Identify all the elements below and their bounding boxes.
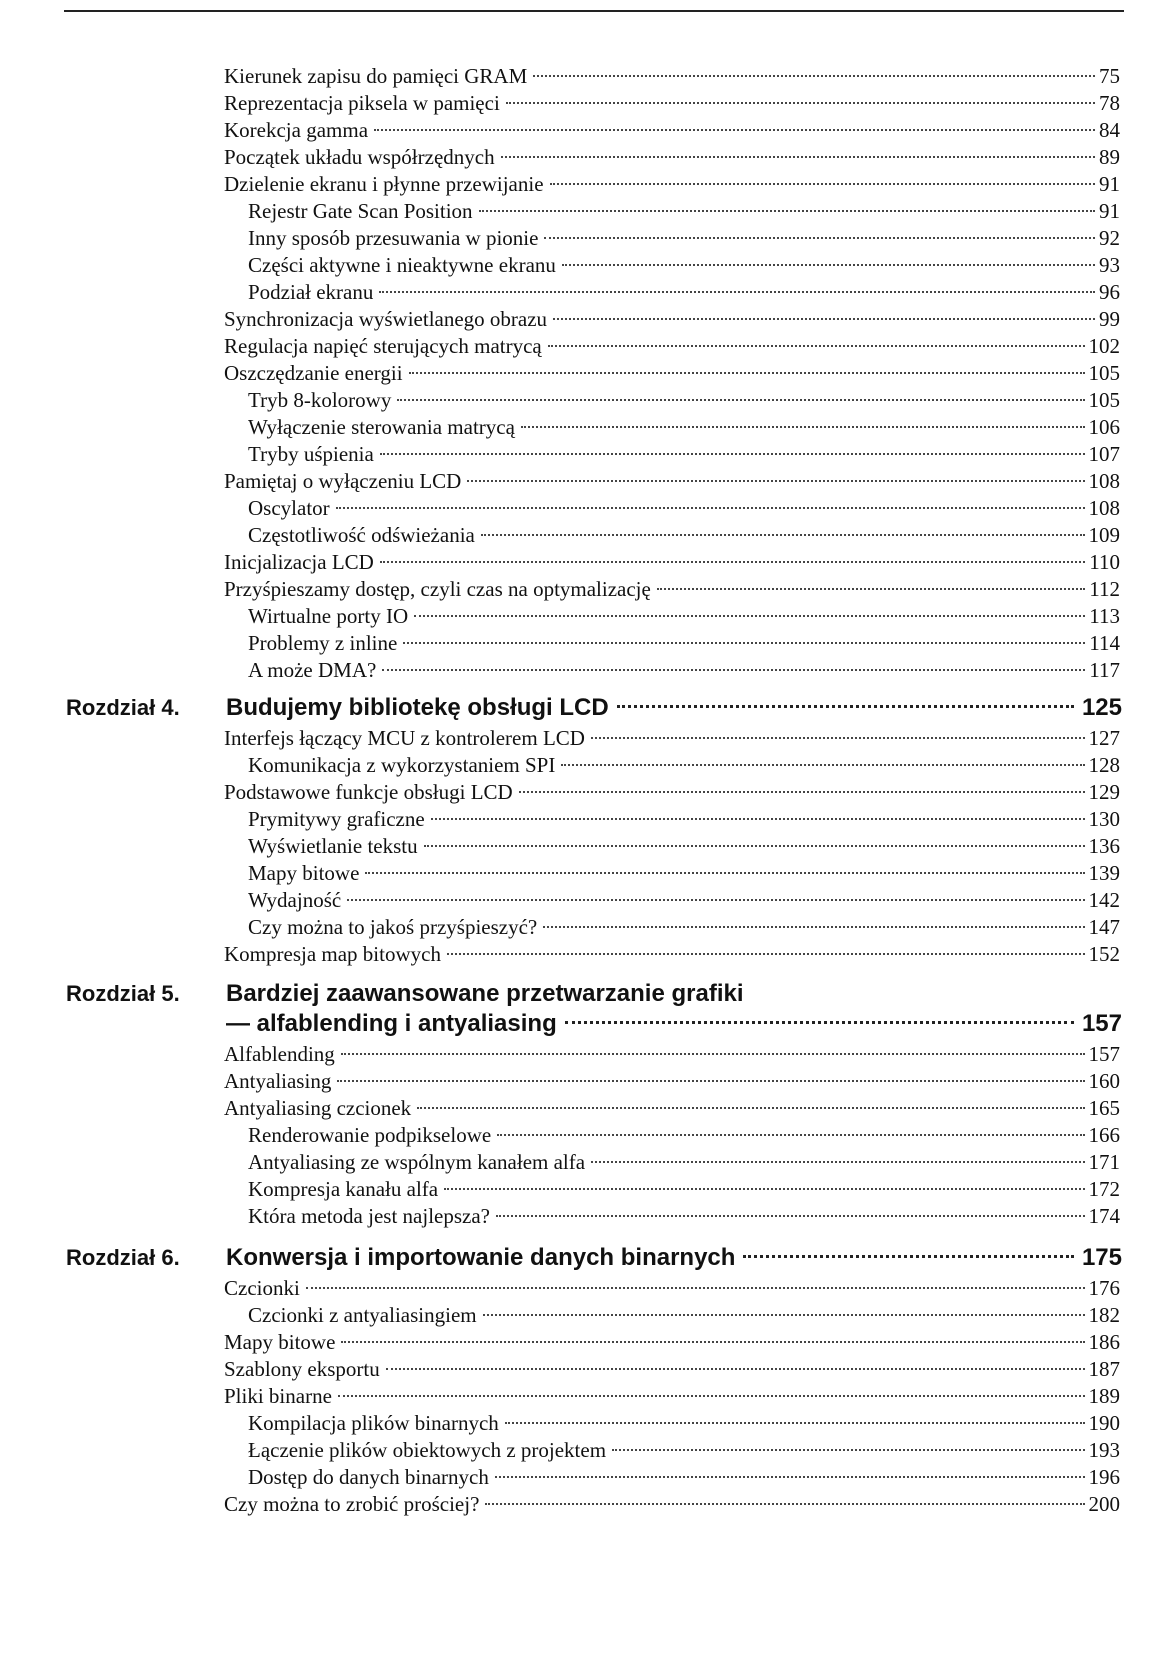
toc-entry[interactable] [224, 116, 1120, 145]
dot-leader [347, 899, 1084, 901]
dot-leader [495, 1476, 1085, 1478]
dot-leader [397, 399, 1084, 401]
toc-entry[interactable] [224, 1328, 1120, 1357]
toc-entry[interactable] [224, 1382, 1120, 1411]
dot-leader [543, 926, 1084, 928]
toc-entry-page: 109 [1088, 523, 1120, 547]
toc-entry-page: 190 [1088, 1411, 1120, 1435]
dot-leader [380, 561, 1085, 563]
toc-entry[interactable] [224, 940, 1120, 969]
chapter-heading[interactable] [226, 692, 1122, 724]
chapter-label: Rozdział 6. [66, 1245, 180, 1270]
toc-entry-page: 127 [1088, 726, 1120, 750]
toc-entry-page: 96 [1099, 280, 1120, 304]
dot-leader [553, 318, 1095, 320]
toc-entry-title: Czy można to jakoś przyśpieszyć? [248, 915, 538, 939]
toc-entry-title: Kompilacja plików binarnych [248, 1411, 499, 1435]
toc-entry-title: Antyaliasing ze wspólnym kanałem alfa [248, 1150, 586, 1174]
dot-leader [414, 615, 1085, 617]
toc-entry-page: 142 [1088, 888, 1120, 912]
toc-subentry[interactable] [248, 521, 1120, 550]
toc-entry-page: 91 [1099, 199, 1120, 223]
toc-entry-page: 182 [1088, 1303, 1120, 1327]
toc-entry-title: Wirtualne porty IO [248, 604, 409, 628]
toc-entry-title: Wydajność [248, 888, 342, 912]
toc-entry-page: 91 [1099, 172, 1120, 196]
toc-entry-page: 75 [1099, 64, 1120, 88]
toc-subentry[interactable] [248, 1175, 1120, 1204]
toc-entry-title: Reprezentacja piksela w pamięci [224, 91, 500, 115]
dot-leader [447, 953, 1085, 955]
dot-leader [374, 129, 1095, 131]
chapter-label: Rozdział 5. [66, 981, 180, 1006]
toc-subentry[interactable] [248, 224, 1120, 253]
dot-leader [386, 1368, 1085, 1370]
toc-subentry[interactable] [248, 805, 1120, 834]
toc-entry-title: Korekcja gamma [224, 118, 369, 142]
toc-subentry[interactable] [248, 859, 1120, 888]
toc-entry-page: 130 [1088, 807, 1120, 831]
toc-entry-title: Wyświetlanie tekstu [248, 834, 418, 858]
dot-leader [612, 1449, 1084, 1451]
dot-leader [544, 237, 1095, 239]
toc-entry-title: Czcionki z antyaliasingiem [248, 1303, 477, 1327]
toc-entry-title: Częstotliwość odświeżania [248, 523, 475, 547]
toc-subentry[interactable] [248, 278, 1120, 307]
dot-leader [743, 1255, 1074, 1258]
dot-leader [505, 1422, 1085, 1424]
toc-entry-title: Problemy z inline [248, 631, 398, 655]
toc-entry-page: 106 [1088, 415, 1120, 439]
toc-entry-page: 102 [1088, 334, 1120, 358]
top-rule [64, 10, 1124, 12]
toc-entry[interactable] [224, 467, 1120, 496]
toc-entry-page: 193 [1088, 1438, 1120, 1462]
toc-entry-title: Która metoda jest najlepsza? [248, 1204, 490, 1228]
toc-entry-page: 157 [1088, 1042, 1120, 1066]
dot-leader [365, 872, 1084, 874]
toc-entry-page: 189 [1088, 1384, 1120, 1408]
toc-entry-title: Dostęp do danych binarnych [248, 1465, 489, 1489]
toc-entry-title: Czcionki [224, 1276, 300, 1300]
dot-leader [382, 669, 1085, 671]
chapter-page: 157 [1081, 1010, 1122, 1037]
toc-subentry[interactable] [248, 1463, 1120, 1492]
toc-subentry[interactable] [248, 413, 1120, 442]
toc-entry-page: 92 [1099, 226, 1120, 250]
dot-leader [562, 264, 1095, 266]
toc-entry[interactable] [224, 143, 1120, 172]
toc-entry[interactable] [224, 1094, 1120, 1123]
toc-subentry[interactable] [248, 656, 1120, 685]
dot-leader [337, 1080, 1084, 1082]
dot-leader [657, 588, 1085, 590]
dot-leader [467, 480, 1084, 482]
toc-subentry[interactable] [248, 440, 1120, 469]
toc-entry[interactable] [224, 778, 1120, 807]
toc-entry[interactable] [224, 1274, 1120, 1303]
toc-entry-page: 165 [1088, 1096, 1120, 1120]
toc-entry-title: Dzielenie ekranu i płynne przewijanie [224, 172, 544, 196]
toc-subentry[interactable] [248, 494, 1120, 523]
toc-entry-page: 152 [1088, 942, 1120, 966]
toc-entry[interactable] [224, 170, 1120, 199]
chapter-title: Budujemy bibliotekę obsługi LCD [226, 694, 609, 721]
toc-entry-title: Początek układu współrzędnych [224, 145, 495, 169]
toc-entry-page: 196 [1088, 1465, 1120, 1489]
toc-subentry[interactable] [248, 886, 1120, 915]
toc-entry-title: Tryb 8-kolorowy [248, 388, 392, 412]
dot-leader [497, 1134, 1084, 1136]
dot-leader [444, 1188, 1084, 1190]
toc-entry-title: Regulacja napięć sterujących matrycą [224, 334, 542, 358]
toc-entry-title: Łączenie plików obiektowych z projektem [248, 1438, 607, 1462]
toc-entry[interactable] [224, 305, 1120, 334]
toc-subentry[interactable] [248, 1148, 1120, 1177]
toc-entry-page: 200 [1088, 1492, 1120, 1516]
toc-entry-page: 113 [1089, 604, 1120, 628]
chapter-page: 175 [1081, 1244, 1122, 1271]
dot-leader [417, 1107, 1084, 1109]
toc-entry-title: Antyaliasing czcionek [224, 1096, 412, 1120]
toc-entry-page: 108 [1088, 469, 1120, 493]
toc-subentry[interactable] [248, 602, 1120, 631]
dot-leader [341, 1341, 1084, 1343]
dot-leader [561, 764, 1084, 766]
toc-entry-page: 107 [1088, 442, 1120, 466]
dot-leader [336, 507, 1085, 509]
dot-leader [431, 818, 1085, 820]
dot-leader [519, 791, 1085, 793]
toc-entry-page: 89 [1099, 145, 1120, 169]
toc-entry-title: Prymitywy graficzne [248, 807, 425, 831]
toc-entry-page: 174 [1088, 1204, 1120, 1228]
toc-subentry[interactable] [248, 1436, 1120, 1465]
dot-leader [403, 642, 1085, 644]
toc-entry-page: 99 [1099, 307, 1120, 331]
toc-entry-page: 166 [1088, 1123, 1120, 1147]
chapter-label: Rozdział 4. [66, 695, 180, 720]
dot-leader [379, 291, 1095, 293]
dot-leader [496, 1215, 1085, 1217]
toc-entry[interactable] [224, 1067, 1120, 1096]
toc-entry-title: Komunikacja z wykorzystaniem SPI [248, 753, 556, 777]
dot-leader [521, 426, 1085, 428]
toc-entry-title: Kierunek zapisu do pamięci GRAM [224, 64, 528, 88]
toc-subentry[interactable] [248, 1121, 1120, 1150]
toc-entry-page: 128 [1088, 753, 1120, 777]
dot-leader [533, 75, 1095, 77]
toc-entry-title: A może DMA? [248, 658, 377, 682]
chapter-page: 125 [1081, 694, 1122, 721]
toc-subentry[interactable] [248, 386, 1120, 415]
toc-entry-page: 139 [1088, 861, 1120, 885]
toc-entry-title: Mapy bitowe [224, 1330, 336, 1354]
toc-subentry[interactable] [248, 832, 1120, 861]
toc-subentry[interactable] [248, 197, 1120, 226]
toc-entry-title: Podstawowe funkcje obsługi LCD [224, 780, 513, 804]
toc-entry-title: Części aktywne i nieaktywne ekranu [248, 253, 556, 277]
chapter-title-continuation: — alfablending i antyaliasing [226, 1010, 557, 1037]
toc-entry[interactable] [224, 575, 1120, 604]
toc-entry-page: 129 [1088, 780, 1120, 804]
toc-entry-title: Synchronizacja wyświetlanego obrazu [224, 307, 548, 331]
chapter-title: Konwersja i importowanie danych binarnych [226, 1244, 736, 1271]
toc-subentry[interactable] [248, 251, 1120, 280]
dot-leader [591, 737, 1085, 739]
toc-entry-title: Tryby uśpienia [248, 442, 374, 466]
toc-entry-page: 136 [1088, 834, 1120, 858]
toc-subentry[interactable] [248, 913, 1120, 942]
toc-entry-page: 108 [1088, 496, 1120, 520]
toc-subentry[interactable] [248, 1202, 1120, 1231]
toc-entry-page: 147 [1088, 915, 1120, 939]
chapter-heading[interactable] [226, 1008, 1122, 1040]
toc-entry-page: 112 [1089, 577, 1120, 601]
toc-subentry[interactable] [248, 1301, 1120, 1330]
toc-entry-title: Czy można to zrobić prościej? [224, 1492, 480, 1516]
toc-entry-title: Oszczędzanie energii [224, 361, 403, 385]
toc-entry-title: Rejestr Gate Scan Position [248, 199, 473, 223]
dot-leader [479, 210, 1095, 212]
toc-entry-title: Przyśpieszamy dostęp, czyli czas na optymalizację [224, 577, 651, 601]
dot-leader [409, 372, 1085, 374]
dot-leader [481, 534, 1085, 536]
toc-entry-page: 160 [1088, 1069, 1120, 1093]
toc-entry-page: 187 [1088, 1357, 1120, 1381]
dot-leader [306, 1287, 1085, 1289]
dot-leader [485, 1503, 1084, 1505]
toc-entry-title: Kompresja map bitowych [224, 942, 441, 966]
toc-entry-title: Renderowanie podpikselowe [248, 1123, 492, 1147]
toc-entry-page: 172 [1088, 1177, 1120, 1201]
toc-subentry[interactable] [248, 1409, 1120, 1438]
toc-entry-title: Interfejs łączący MCU z kontrolerem LCD [224, 726, 585, 750]
chapter-title[interactable]: Bardziej zaawansowane przetwarzanie grafiki [226, 980, 744, 1007]
toc-entry-title: Podział ekranu [248, 280, 374, 304]
dot-leader [617, 705, 1074, 708]
dot-leader [424, 845, 1085, 847]
toc-subentry[interactable] [248, 751, 1120, 780]
dot-leader [380, 453, 1085, 455]
toc-entry-title: Wyłączenie sterowania matrycą [248, 415, 515, 439]
toc-entry-title: Alfablending [224, 1042, 335, 1066]
toc-entry-title: Szablony eksportu [224, 1357, 380, 1381]
toc-entry-page: 105 [1088, 388, 1120, 412]
toc-entry-title: Kompresja kanału alfa [248, 1177, 439, 1201]
toc-entry[interactable] [224, 724, 1120, 753]
toc-entry-page: 110 [1089, 550, 1120, 574]
toc-entry-title: Mapy bitowe [248, 861, 360, 885]
toc-entry-page: 114 [1089, 631, 1120, 655]
dot-leader [506, 102, 1095, 104]
toc-entry-page: 78 [1099, 91, 1120, 115]
toc-entry-page: 186 [1088, 1330, 1120, 1354]
toc-entry[interactable] [224, 332, 1120, 361]
toc-entry-page: 117 [1089, 658, 1120, 682]
dot-leader [483, 1314, 1085, 1316]
dot-leader [548, 345, 1085, 347]
toc-subentry[interactable] [248, 629, 1120, 658]
toc-entry-title: Pliki binarne [224, 1384, 332, 1408]
toc-entry-page: 171 [1088, 1150, 1120, 1174]
toc-entry[interactable] [224, 1355, 1120, 1384]
dot-leader [565, 1021, 1074, 1024]
dot-leader [338, 1395, 1085, 1397]
toc-entry[interactable] [224, 548, 1120, 577]
toc-entry[interactable] [224, 1490, 1120, 1519]
dot-leader [501, 156, 1095, 158]
dot-leader [550, 183, 1095, 185]
toc-entry[interactable] [224, 62, 1120, 91]
toc-entry-title: Pamiętaj o wyłączeniu LCD [224, 469, 462, 493]
toc-entry[interactable] [224, 89, 1120, 118]
toc-entry-title: Oscylator [248, 496, 330, 520]
toc-entry-title: Inny sposób przesuwania w pionie [248, 226, 539, 250]
toc-entry-page: 105 [1088, 361, 1120, 385]
toc-entry-page: 84 [1099, 118, 1120, 142]
toc-entry[interactable] [224, 359, 1120, 388]
chapter-heading[interactable] [226, 1242, 1122, 1274]
dot-leader [341, 1053, 1085, 1055]
toc-entry[interactable] [224, 1040, 1120, 1069]
toc-entry-title: Inicjalizacja LCD [224, 550, 374, 574]
toc-entry-title: Antyaliasing [224, 1069, 332, 1093]
toc-entry-page: 93 [1099, 253, 1120, 277]
toc-entry-page: 176 [1088, 1276, 1120, 1300]
dot-leader [591, 1161, 1084, 1163]
